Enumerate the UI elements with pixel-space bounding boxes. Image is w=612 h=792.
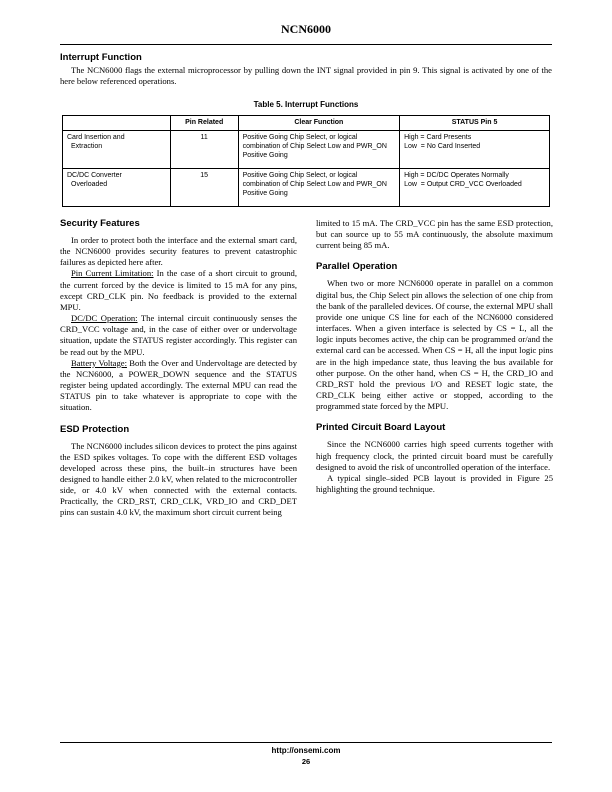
table-title: Table 5. Interrupt Functions xyxy=(253,100,359,109)
dcdc-label: DC/DC Operation: xyxy=(71,313,138,324)
battery-text: Both the Over and Undervoltage are detected by the NCN6000, a POWER_DOWN sequence and the STATUS register being updated accordingly. The external MPU can read the STATUS pin to take whatever is appropriate to cope with the situation. xyxy=(60,357,297,413)
security-heading: Security Features xyxy=(60,218,140,229)
event-line: DC/DC Converter xyxy=(67,172,122,179)
status-low: Low = No Card Inserted xyxy=(404,143,481,150)
status-cell xyxy=(400,169,550,207)
table-header-row xyxy=(63,116,550,131)
parallel-paragraph: When two or more NCN6000 operate in parallel on a common digital bus, the Chip Select pin allows the selection of one chip from the bank of the paralleled devices. Of course, the external MPU shall provide one unique CS line for each of the NCN6000 considered interfaces. When a given interface is selected by CS = L, all the logic inputs becomes active, the chip can be programmed or/and the external card can be accessed. When CS = H, all the input logic pins are in the high impedance state, thus leaving the bus available for other purpose. On the other hand, when CS = H, the CRD_IO and CRD_RST hold the previous I/O and RESET logic state, the CRD_CLK being either active or stopped, according to the programmed state forced by the MPU. xyxy=(316,278,553,412)
status-low: Low = Output CRD_VCC Overloaded xyxy=(404,181,522,188)
esd-paragraph: The NCN6000 includes silicon devices to protect the pins against the ESD spikes voltages. To cope with the different ESD voltages developed across these pins, the built–in structures have been designed to handle either 2.0 kV, when related to the microcontroller side, or 4.0 kV when connected with the external contacts. Practically, the CRD_RST, CRD_CLK, VRD_IO and CRD_DET pins can sustain 4.0 kV, the maximum short circuit current being xyxy=(60,440,297,518)
interrupt-paragraph: The NCN6000 flags the external microprocessor by pulling down the INT signal provided in pin 9. This signal is activated by one of the here below referenced operations. xyxy=(60,65,552,87)
security-paragraph xyxy=(60,313,297,358)
security-paragraph: In order to protect both the interface and the external smart card, the NCN6000 provides security features to prevent catastrophic failures as depicted here after. xyxy=(60,235,297,268)
table-row xyxy=(63,131,550,169)
page-title: NCN6000 xyxy=(281,22,331,36)
table-header-cell: STATUS Pin 5 xyxy=(400,116,550,131)
event-line: Overloaded xyxy=(71,181,108,188)
status-cell xyxy=(400,131,550,169)
event-line: Card Insertion and xyxy=(67,134,125,141)
clear-cell: Positive Going Chip Select, or logical combination of Chip Select Low and PWR_ON Positive Going xyxy=(238,131,400,169)
page-number: 26 xyxy=(301,757,311,766)
pin-cell: 11 xyxy=(170,131,238,169)
dcdc-text: The internal circuit continuously senses the CRD_VCC voltage and, in the case of either over or undervoltage situation, update the STATUS register accordingly. This register can be read out by the MPU. xyxy=(60,313,297,357)
pcb-paragraph: A typical single–sided PCB layout is provided in Figure 25 highlighting the ground technique. xyxy=(316,472,553,494)
pin-current-label: Pin Current Limitation: xyxy=(71,268,154,279)
esd-paragraph-continued: limited to 15 mA. The CRD_VCC pin has the same ESD protection, but can source up to 55 mA continuously, the absolute maximum current being 85 mA. xyxy=(316,218,553,251)
clear-cell: Positive Going Chip Select, or logical combination of Chip Select Low and PWR_ON Positive Going xyxy=(238,169,400,207)
parallel-heading: Parallel Operation xyxy=(316,261,398,273)
pin-current-text: In the case of a short circuit to ground, the current forced by the device is limited to 15 mA for any pins, except CRD_CLK pin. No feedback is provided to the external MPU. xyxy=(60,268,297,312)
footer-url[interactable]: http://onsemi.com xyxy=(271,746,341,755)
status-high: High = DC/DC Operates Normally xyxy=(404,172,509,179)
table-header-cell xyxy=(63,116,171,131)
table-header-cell: Pin Related xyxy=(170,116,238,131)
status-high: High = Card Presents xyxy=(404,134,472,141)
event-cell xyxy=(63,169,171,207)
table-header-cell: Clear Function xyxy=(238,116,400,131)
pcb-paragraph: Since the NCN6000 carries high speed currents together with high frequency clock, the printed circuit board must be carefully designed to avoid the risk of uncontrolled operation of the interface. xyxy=(316,439,553,472)
pin-cell: 15 xyxy=(170,169,238,207)
table-row xyxy=(63,169,550,207)
pcb-heading: Printed Circuit Board Layout xyxy=(316,422,446,434)
left-column xyxy=(60,218,297,519)
security-paragraph xyxy=(60,268,297,313)
event-cell xyxy=(63,131,171,169)
interrupt-section xyxy=(60,52,552,87)
header-rule xyxy=(60,44,552,45)
right-column xyxy=(316,218,553,495)
interrupt-heading: Interrupt Function xyxy=(60,52,142,63)
interrupt-table xyxy=(62,115,550,207)
security-paragraph xyxy=(60,358,297,414)
battery-label: Battery Voltage: xyxy=(71,357,127,368)
esd-heading: ESD Protection xyxy=(60,423,130,435)
footer-rule xyxy=(60,742,552,743)
event-line: Extraction xyxy=(71,143,103,150)
